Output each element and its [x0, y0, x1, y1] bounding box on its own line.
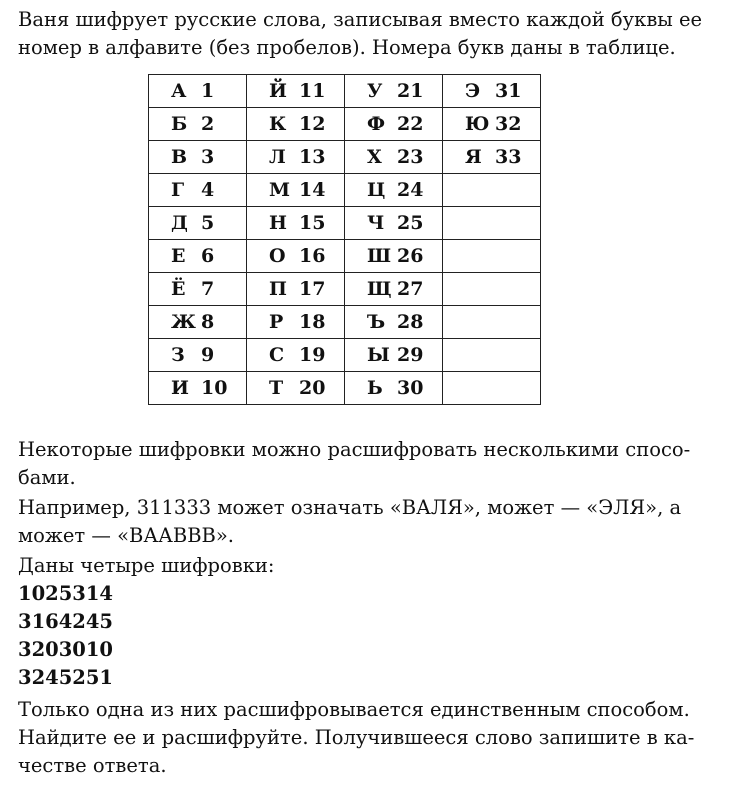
cell-letter: Д [171, 212, 188, 234]
letter-number-pair [443, 80, 540, 102]
cell-letter: Л [269, 146, 286, 168]
letter-number-pair [149, 245, 246, 267]
cell-number: 6 [201, 245, 215, 267]
paragraph-line: Найдите ее и расшифруйте. Получившееся слово запишите в ка- [18, 726, 695, 749]
table-cell [149, 75, 247, 108]
paragraph-line: бами. [18, 466, 76, 489]
intro-line-2: номер в алфавите (без пробелов). Номера букв даны в таблице. [18, 36, 676, 59]
cell-number: 13 [299, 146, 326, 168]
cell-number: 24 [397, 179, 424, 201]
paragraph-line: честве ответа. [18, 754, 167, 777]
table-cell [149, 306, 247, 339]
intro-line-1: Ваня шифрует русские слова, записывая вместо каждой буквы ее [18, 8, 703, 31]
cell-number: 3 [201, 146, 215, 168]
cell-letter: С [269, 344, 285, 366]
table-cell [247, 306, 345, 339]
cell-letter: О [269, 245, 286, 267]
letter-number-pair [345, 212, 442, 234]
letter-number-pair [149, 146, 246, 168]
code-4: 3245251 [18, 666, 113, 689]
cell-letter: Й [269, 80, 287, 102]
letter-number-pair [345, 146, 442, 168]
cell-number: 8 [201, 311, 215, 333]
cell-number: 2 [201, 113, 215, 135]
cell-letter: Я [465, 146, 482, 168]
table-cell [345, 207, 443, 240]
cell-number: 11 [299, 80, 326, 102]
table-cell [345, 306, 443, 339]
table-cell [247, 372, 345, 405]
cell-letter: Ц [367, 179, 386, 201]
paragraph-line: может — «ВААВВВ». [18, 524, 234, 547]
cell-number: 9 [201, 344, 215, 366]
cell-letter: Ъ [367, 311, 386, 333]
cell-letter: А [171, 80, 187, 102]
letter-number-pair [149, 344, 246, 366]
cell-number: 1 [201, 80, 215, 102]
cell-letter: Э [465, 80, 481, 102]
cell-number: 27 [397, 278, 424, 300]
letter-number-pair [149, 311, 246, 333]
table-row [149, 75, 541, 108]
table-cell [149, 108, 247, 141]
cell-letter: Н [269, 212, 287, 234]
intro-paragraph [18, 6, 728, 62]
table-cell [149, 372, 247, 405]
table-cell [345, 339, 443, 372]
table-cell [247, 207, 345, 240]
letter-number-pair [345, 179, 442, 201]
cell-letter: Ё [171, 278, 186, 300]
letter-number-pair [247, 377, 344, 399]
table-cell [443, 75, 541, 108]
cell-letter: Т [269, 377, 284, 399]
table-row [149, 273, 541, 306]
cell-letter: Ю [465, 113, 490, 135]
letter-number-pair [443, 146, 540, 168]
table-cell [247, 141, 345, 174]
cell-letter: М [269, 179, 291, 201]
cell-letter: Ы [367, 344, 390, 366]
table-row [149, 339, 541, 372]
letter-number-pair [345, 113, 442, 135]
paragraph-line: Только одна из них расшифровывается единственным способом. [18, 698, 690, 721]
table-cell [345, 108, 443, 141]
table-cell [345, 273, 443, 306]
cell-number: 33 [495, 146, 522, 168]
letter-number-pair [247, 344, 344, 366]
letter-number-pair [345, 80, 442, 102]
letter-number-pair [247, 113, 344, 135]
cell-letter: Ш [367, 245, 392, 267]
paragraph-given-codes: Даны четыре шифровки: [18, 554, 275, 577]
table-row [149, 372, 541, 405]
letter-number-pair [247, 278, 344, 300]
table-cell [443, 174, 541, 207]
table-cell [149, 141, 247, 174]
code-1: 1025314 [18, 582, 113, 605]
table-cell [247, 174, 345, 207]
table-cell [247, 75, 345, 108]
cell-letter: Ь [367, 377, 383, 399]
cell-number: 4 [201, 179, 215, 201]
cell-number: 22 [397, 113, 424, 135]
cell-letter: Ф [367, 113, 386, 135]
code-2: 3164245 [18, 610, 113, 633]
letter-number-pair [443, 113, 540, 135]
cell-letter: Б [171, 113, 188, 135]
table-cell [149, 207, 247, 240]
table-cell [247, 273, 345, 306]
table-cell [149, 273, 247, 306]
cell-letter: Х [367, 146, 382, 168]
letter-number-pair [345, 344, 442, 366]
code-3: 3203010 [18, 638, 113, 661]
table-cell [247, 339, 345, 372]
cell-number: 20 [299, 377, 326, 399]
table-row [149, 306, 541, 339]
table-cell [345, 141, 443, 174]
letter-number-pair [247, 179, 344, 201]
paragraph-line: Некоторые шифровки можно расшифровать несколькими спосо- [18, 438, 691, 461]
cell-letter: У [367, 80, 383, 102]
table-row [149, 240, 541, 273]
table-cell [443, 207, 541, 240]
table-row [149, 174, 541, 207]
cell-number: 15 [299, 212, 326, 234]
table-cell [345, 75, 443, 108]
table-cell [443, 339, 541, 372]
cell-letter: Р [269, 311, 284, 333]
letter-number-pair [247, 245, 344, 267]
cell-number: 28 [397, 311, 424, 333]
cell-letter: Е [171, 245, 186, 267]
letter-number-pair [149, 80, 246, 102]
letter-number-pair [247, 146, 344, 168]
letter-number-pair [345, 278, 442, 300]
cell-letter: Ж [171, 311, 196, 333]
letter-number-pair [149, 113, 246, 135]
table-row [149, 108, 541, 141]
alphabet-table [148, 74, 541, 405]
letter-number-pair [247, 212, 344, 234]
cell-letter: В [171, 146, 188, 168]
table-cell [443, 306, 541, 339]
cell-letter: П [269, 278, 287, 300]
cell-number: 14 [299, 179, 326, 201]
table-cell [443, 240, 541, 273]
table-cell [149, 174, 247, 207]
letter-number-pair [345, 377, 442, 399]
paragraph-line: Например, 311333 может означать «ВАЛЯ», может — «ЭЛЯ», а [18, 496, 682, 519]
cell-letter: З [171, 344, 185, 366]
cell-number: 23 [397, 146, 424, 168]
cell-number: 25 [397, 212, 424, 234]
paragraph-task [18, 696, 728, 780]
cell-number: 19 [299, 344, 326, 366]
table-cell [149, 339, 247, 372]
letter-number-pair [345, 311, 442, 333]
cell-letter: Щ [367, 278, 392, 300]
letter-number-pair [149, 278, 246, 300]
letter-number-pair [247, 80, 344, 102]
table-cell [443, 372, 541, 405]
letter-number-pair [345, 245, 442, 267]
letter-number-pair [247, 311, 344, 333]
letter-number-pair [149, 212, 246, 234]
letter-number-pair [149, 377, 246, 399]
table-cell [149, 240, 247, 273]
table-row [149, 207, 541, 240]
cell-number: 16 [299, 245, 326, 267]
cell-letter: Ч [367, 212, 385, 234]
table-cell [443, 141, 541, 174]
cell-number: 21 [397, 80, 424, 102]
table-cell [443, 108, 541, 141]
cell-number: 30 [397, 377, 424, 399]
cell-number: 7 [201, 278, 215, 300]
cell-letter: И [171, 377, 189, 399]
cell-number: 32 [495, 113, 522, 135]
cell-number: 10 [201, 377, 228, 399]
cell-number: 12 [299, 113, 326, 135]
table-cell [345, 240, 443, 273]
cell-number: 26 [397, 245, 424, 267]
table-cell [247, 240, 345, 273]
cell-number: 29 [397, 344, 424, 366]
cell-number: 31 [495, 80, 522, 102]
cell-number: 17 [299, 278, 326, 300]
cell-number: 18 [299, 311, 326, 333]
table-row [149, 141, 541, 174]
table-cell [345, 372, 443, 405]
paragraph-multiple-ways [18, 436, 728, 492]
table-cell [247, 108, 345, 141]
table-cell [443, 273, 541, 306]
alphabet-table-body [149, 75, 541, 405]
cell-letter: К [269, 113, 287, 135]
paragraph-example [18, 494, 728, 550]
cell-number: 5 [201, 212, 215, 234]
alphabet-table-wrapper [148, 74, 541, 405]
cell-letter: Г [171, 179, 185, 201]
letter-number-pair [149, 179, 246, 201]
table-cell [345, 174, 443, 207]
